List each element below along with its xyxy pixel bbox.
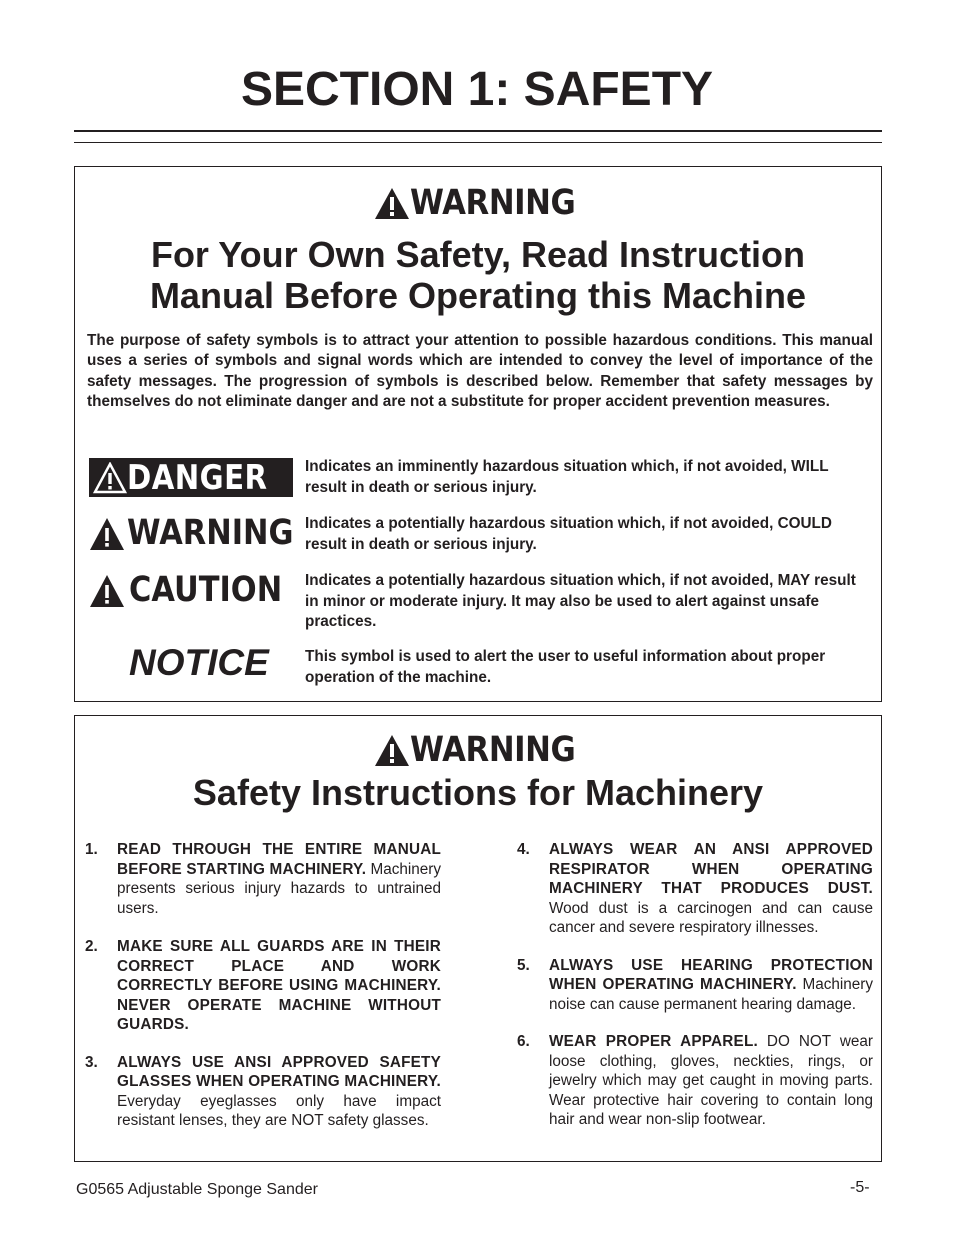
footer-page-number: -5- bbox=[850, 1179, 870, 1196]
caution-label bbox=[89, 572, 297, 612]
item-text: Machinery noise can cause permanent hearing damage. bbox=[549, 976, 874, 1013]
danger-word: DANGER bbox=[127, 457, 268, 498]
box1-title-line1: For Your Own Safety, Read Instruction bbox=[150, 234, 806, 275]
item-text: Machinery presents serious injury hazards to untrained users. bbox=[117, 860, 442, 917]
instructions-left-column bbox=[85, 840, 441, 1131]
title-rule-thick bbox=[74, 130, 882, 132]
box1-signal-word: WARNING bbox=[410, 183, 576, 223]
instruction-item-1 bbox=[85, 840, 441, 918]
box1-title bbox=[75, 234, 881, 316]
notice-label bbox=[89, 642, 297, 688]
item-heading: WEAR PROPER APPAREL. bbox=[549, 1033, 758, 1050]
notice-word: NOTICE bbox=[129, 642, 269, 683]
caution-word: CAUTION bbox=[129, 570, 283, 610]
box2-title: Safety Instructions for Machinery bbox=[192, 772, 764, 813]
warning-triangle-icon bbox=[374, 734, 410, 767]
item-number: 1. bbox=[85, 841, 98, 858]
item-number: 5. bbox=[517, 956, 530, 974]
danger-badge bbox=[89, 458, 293, 497]
item-heading: MAKE SURE ALL GUARDS ARE IN THEIR CORRECT PLACE AND WORK CORRECTLY BEFORE USING MACHINERY. NEVER OPERATE MACHINE WITHOUT GUARDS. bbox=[117, 938, 441, 1033]
instruction-item-6 bbox=[517, 1032, 873, 1130]
instruction-item-4 bbox=[517, 840, 873, 938]
instruction-item-3 bbox=[85, 1053, 441, 1131]
item-number: 2. bbox=[85, 938, 98, 955]
item-text: Everyday eyeglasses only have impact resistant lenses, they are NOT safety glasses. bbox=[117, 1092, 441, 1129]
instruction-item-2 bbox=[85, 937, 441, 1035]
safety-symbols-box bbox=[74, 166, 882, 702]
item-number: 6. bbox=[517, 1033, 530, 1050]
danger-description: Indicates an imminently hazardous situation which, if not avoided, WILL result in death or serious injury. bbox=[305, 458, 829, 496]
box1-warning-header bbox=[75, 183, 881, 225]
warning-triangle-icon bbox=[374, 187, 410, 220]
instructions-right-column bbox=[517, 840, 873, 1130]
caution-description: Indicates a potentially hazardous situation which, if not avoided, MAY result in minor or moderate injury. It may also be used to alert against unsafe practices. bbox=[305, 572, 856, 630]
box1-title-line2: Manual Before Operating this Machine bbox=[149, 275, 807, 316]
danger-label bbox=[89, 458, 297, 498]
warning-word: WARNING bbox=[127, 513, 294, 553]
item-number: 4. bbox=[517, 841, 530, 858]
item-heading: ALWAYS USE ANSI APPROVED SAFETY GLASSES WHEN OPERATING MACHINERY. bbox=[117, 1053, 441, 1090]
box2-signal-word: WARNING bbox=[410, 730, 576, 770]
item-heading: READ THROUGH THE ENTIRE MANUAL BEFORE STARTING MACHINERY. bbox=[117, 841, 441, 878]
title-rule-thin bbox=[74, 142, 882, 143]
notice-description: This symbol is used to alert the user to useful information about proper operation of the machine. bbox=[305, 648, 826, 686]
item-text: Wood dust is a carcinogen and can cause cancer and severe respiratory illnesses. bbox=[549, 899, 873, 936]
warning-triangle-icon bbox=[93, 462, 127, 494]
item-number: 3. bbox=[85, 1053, 98, 1071]
item-heading: ALWAYS USE HEARING PROTECTION WHEN OPERATING MACHINERY. bbox=[549, 956, 873, 993]
warning-description: Indicates a potentially hazardous situation which, if not avoided, COULD result in death or serious injury. bbox=[305, 515, 832, 553]
machinery-safety-box bbox=[74, 715, 882, 1162]
section-title: SECTION 1: SAFETY bbox=[240, 63, 714, 116]
warning-triangle-icon bbox=[89, 574, 125, 608]
footer-product-name: G0565 Adjustable Sponge Sander bbox=[76, 1181, 318, 1198]
instruction-item-5 bbox=[517, 956, 873, 1015]
warning-label bbox=[89, 515, 297, 555]
item-text: DO NOT wear loose clothing, gloves, neckties, rings, or jewelry which may get caught in moving parts. Wear protective hair covering to contain long hair and wear non-slip footwear. bbox=[549, 1033, 873, 1128]
item-heading: ALWAYS WEAR AN ANSI APPROVED RESPIRATOR WHEN OPERATING MACHINERY THAT PRODUCES DUST. bbox=[549, 841, 873, 897]
warning-triangle-icon bbox=[89, 517, 125, 551]
box2-warning-header bbox=[75, 730, 881, 772]
box1-intro: The purpose of safety symbols is to attract your attention to possible hazardous conditions. This manual uses a series of symbols and signal words which are intended to convey the level of importance of the safety messages. The progression of symbols is described below. Remember that safety messages by themselves do not eliminate danger and are not a substitute for proper accident prevention measures. bbox=[87, 332, 873, 410]
